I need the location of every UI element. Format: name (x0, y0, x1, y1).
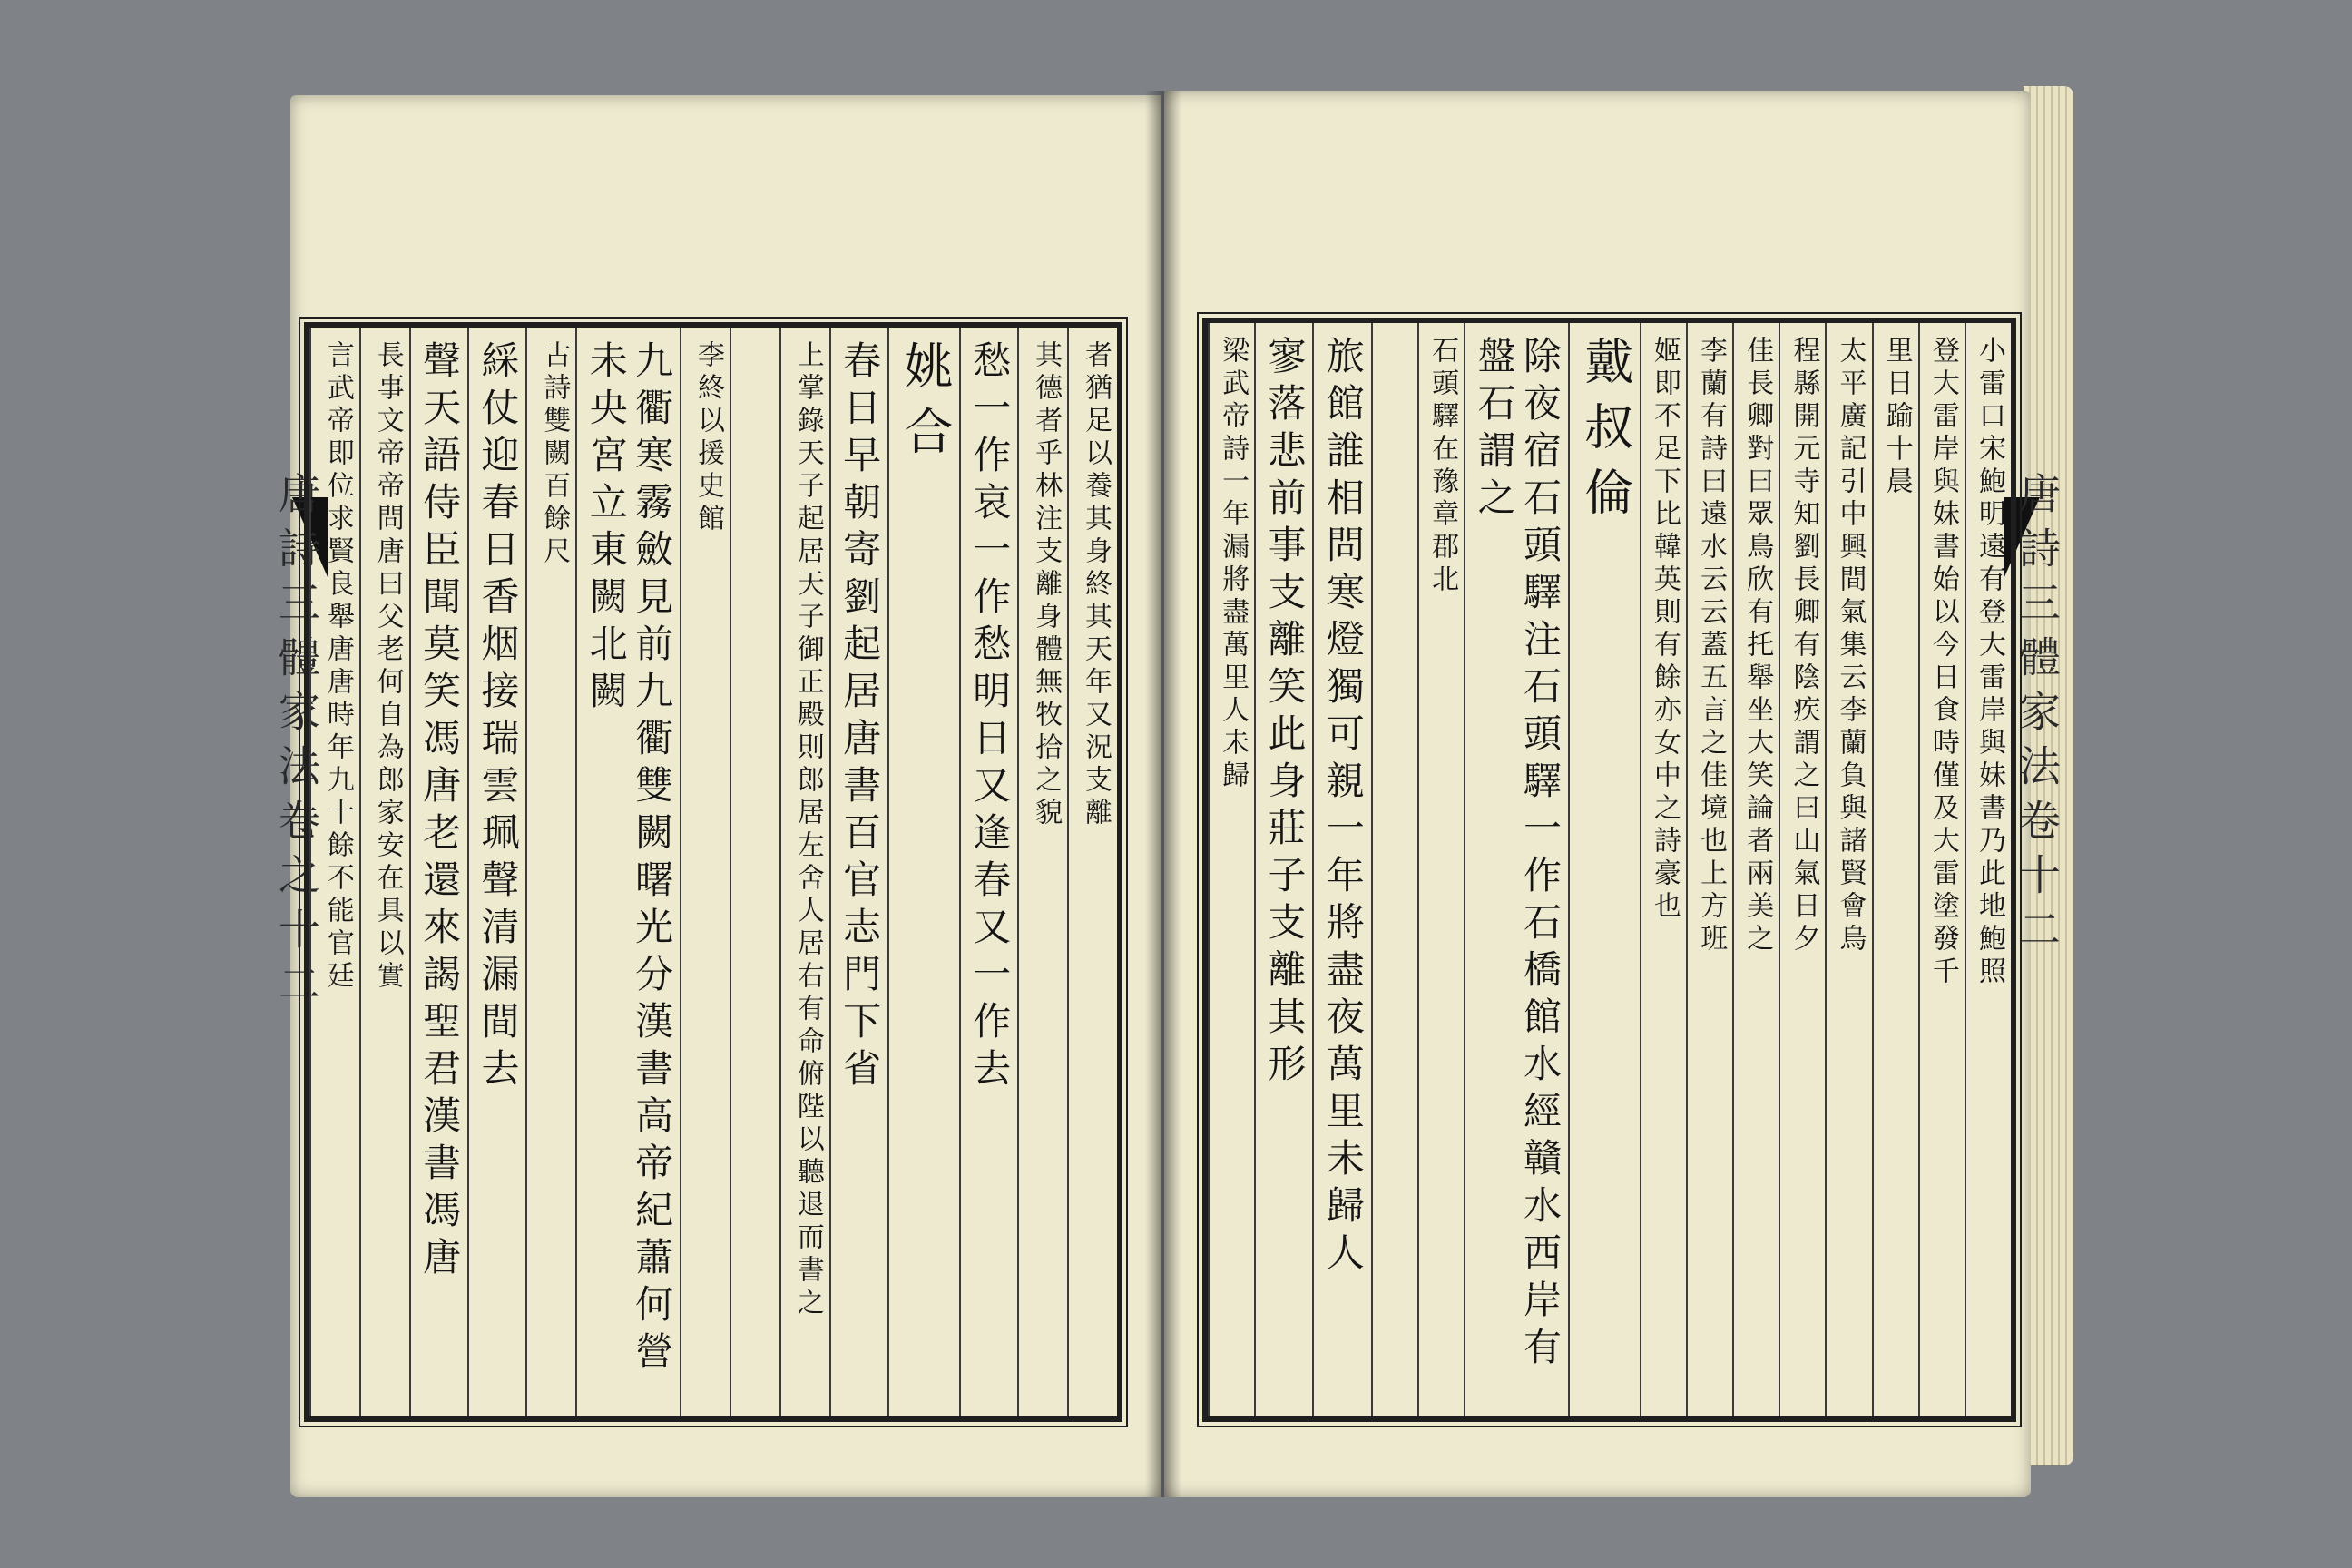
right-text-column: 程縣開元寺知劉長卿有陰疾謂之曰山氣日夕 (1779, 323, 1825, 1416)
right-text-column: 除夜宿石頭驛注石頭驛一作石橋館水經贛水西岸有盤石謂之 (1464, 323, 1568, 1416)
left-text-column: 其德者乎林注支離身體無牧拾之貌 (1017, 328, 1067, 1416)
right-text-column: 姬即不足下比韓英則有餘亦女中之詩豪也 (1640, 323, 1686, 1416)
left-margin-title: 唐詩三體家法卷之十二 (272, 472, 321, 1016)
left-text-column: 者猶足以養其身終其天年又況支離 (1067, 328, 1117, 1416)
right-margin-title: 唐詩三體家法卷十二 (2013, 472, 2062, 962)
left-text-column (730, 328, 779, 1416)
left-text-frame (304, 322, 1122, 1422)
left-text-column: 長事文帝帝問唐曰父老何自為郎家安在具以實 (359, 328, 409, 1416)
right-text-column: 里日踰十晨 (1872, 323, 1918, 1416)
left-text-column: 春日早朝寄劉起居唐書百官志門下省 (829, 328, 887, 1416)
left-text-column: 聲天語侍臣聞莫笑馮唐老還來謁聖君漢書馮唐 (409, 328, 467, 1416)
left-text-column: 上掌錄天子起居天子御正殿則郎居左舍人居右有命俯陛以聽退而書之 (779, 328, 829, 1416)
left-text-column: 九衢寒霧斂見前九衢雙闕曙光分漢書高帝紀蕭何營未央宮立東闕北闕 (575, 328, 680, 1416)
right-text-frame (1202, 318, 2016, 1422)
left-columns (309, 328, 1117, 1416)
right-text-column: 戴叔倫 (1568, 323, 1640, 1416)
left-text-column: 姚合 (887, 328, 959, 1416)
right-text-column: 小雷口宋鮑明遠有登大雷岸與妹書乃此地鮑照 (1965, 323, 2011, 1416)
left-text-column: 言武帝即位求賢良舉唐唐時年九十餘不能官廷 (309, 328, 359, 1416)
left-text-column: 愁一作哀一作愁明日又逢春又一作去 (959, 328, 1017, 1416)
right-text-column: 梁武帝詩一年漏將盡萬里人未歸 (1208, 323, 1254, 1416)
left-text-column: 綵仗迎春日香烟接瑞雲珮聲清漏間去 (467, 328, 525, 1416)
right-text-column: 太平廣記引中興間氣集云李蘭負與諸賢會烏 (1825, 323, 1871, 1416)
right-text-column: 石頭驛在豫章郡北 (1417, 323, 1464, 1416)
left-text-column: 古詩雙闕百餘尺 (525, 328, 575, 1416)
right-columns (1208, 323, 2011, 1416)
book-gutter (1145, 91, 1181, 1497)
right-text-column: 登大雷岸與妹書始以今日食時僅及大雷塗發千 (1918, 323, 1965, 1416)
right-text-column (1371, 323, 1417, 1416)
right-text-column: 李蘭有詩曰遠水云云蓋五言之佳境也上方班 (1686, 323, 1732, 1416)
left-text-column: 李終以援史館 (680, 328, 730, 1416)
right-text-column: 佳長卿對曰眾鳥欣有托舉坐大笑論者兩美之 (1732, 323, 1779, 1416)
right-text-column: 寥落悲前事支離笑此身莊子支離其形 (1254, 323, 1312, 1416)
right-text-column: 旅館誰相問寒燈獨可親一年將盡夜萬里未歸人 (1312, 323, 1370, 1416)
